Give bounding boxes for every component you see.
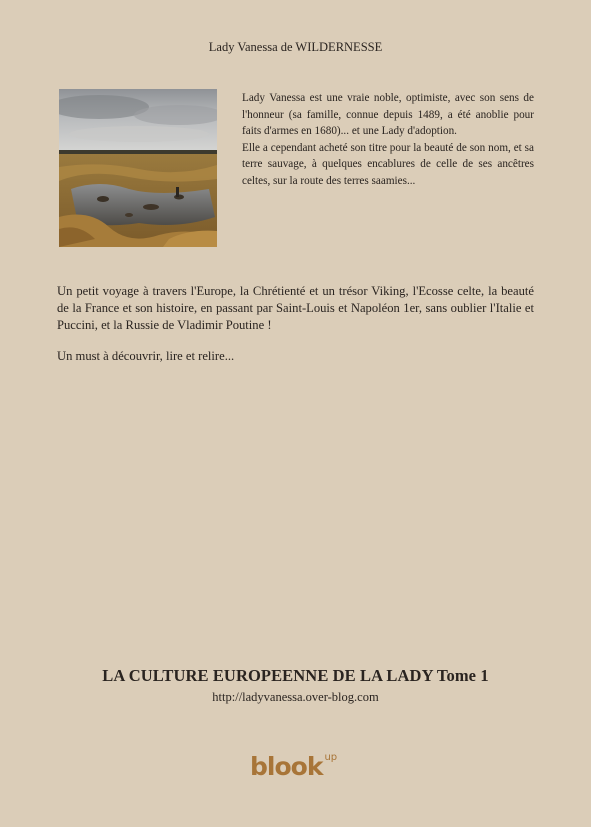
moorland-photo [59,89,217,247]
blog-url: http://ladyvanessa.over-blog.com [212,690,379,704]
book-summary [57,283,534,365]
publisher-logo [250,751,338,781]
summary-paragraph: Un must à découvrir, lire et relire... [57,349,235,363]
author-biography [242,90,534,189]
publisher-name: blook [250,752,323,781]
author-name: Lady Vanessa de WILDERNESSE [208,40,383,54]
summary-paragraph: Un petit voyage à travers l'Europe, la Chrétienté et un trésor Viking, l'Ecosse celte, la beauté de la France et son histoire, en passant par Saint-Louis et Napoléon 1er, sans oublier l'Italie et Puccini, et la Russie de Vladimir Poutine ! [57,284,534,332]
book-title: LA CULTURE EUROPEENNE DE LA LADY Tome 1 [102,666,489,685]
publisher-suffix: up [324,751,338,763]
bio-paragraph: Lady Vanessa est une vraie noble, optimiste, avec son sens de l'honneur (sa famille, connue depuis 1489, a été anoblie pour faits d'armes en 1680)... et une Lady d'adoption. [242,92,534,137]
bio-paragraph: Elle a cependant acheté son titre pour la beauté de son nom, et sa terre sauvage, à quelques encablures de celle de ses ancêtres celtes, sur la route des terres saamies... [242,141,534,187]
